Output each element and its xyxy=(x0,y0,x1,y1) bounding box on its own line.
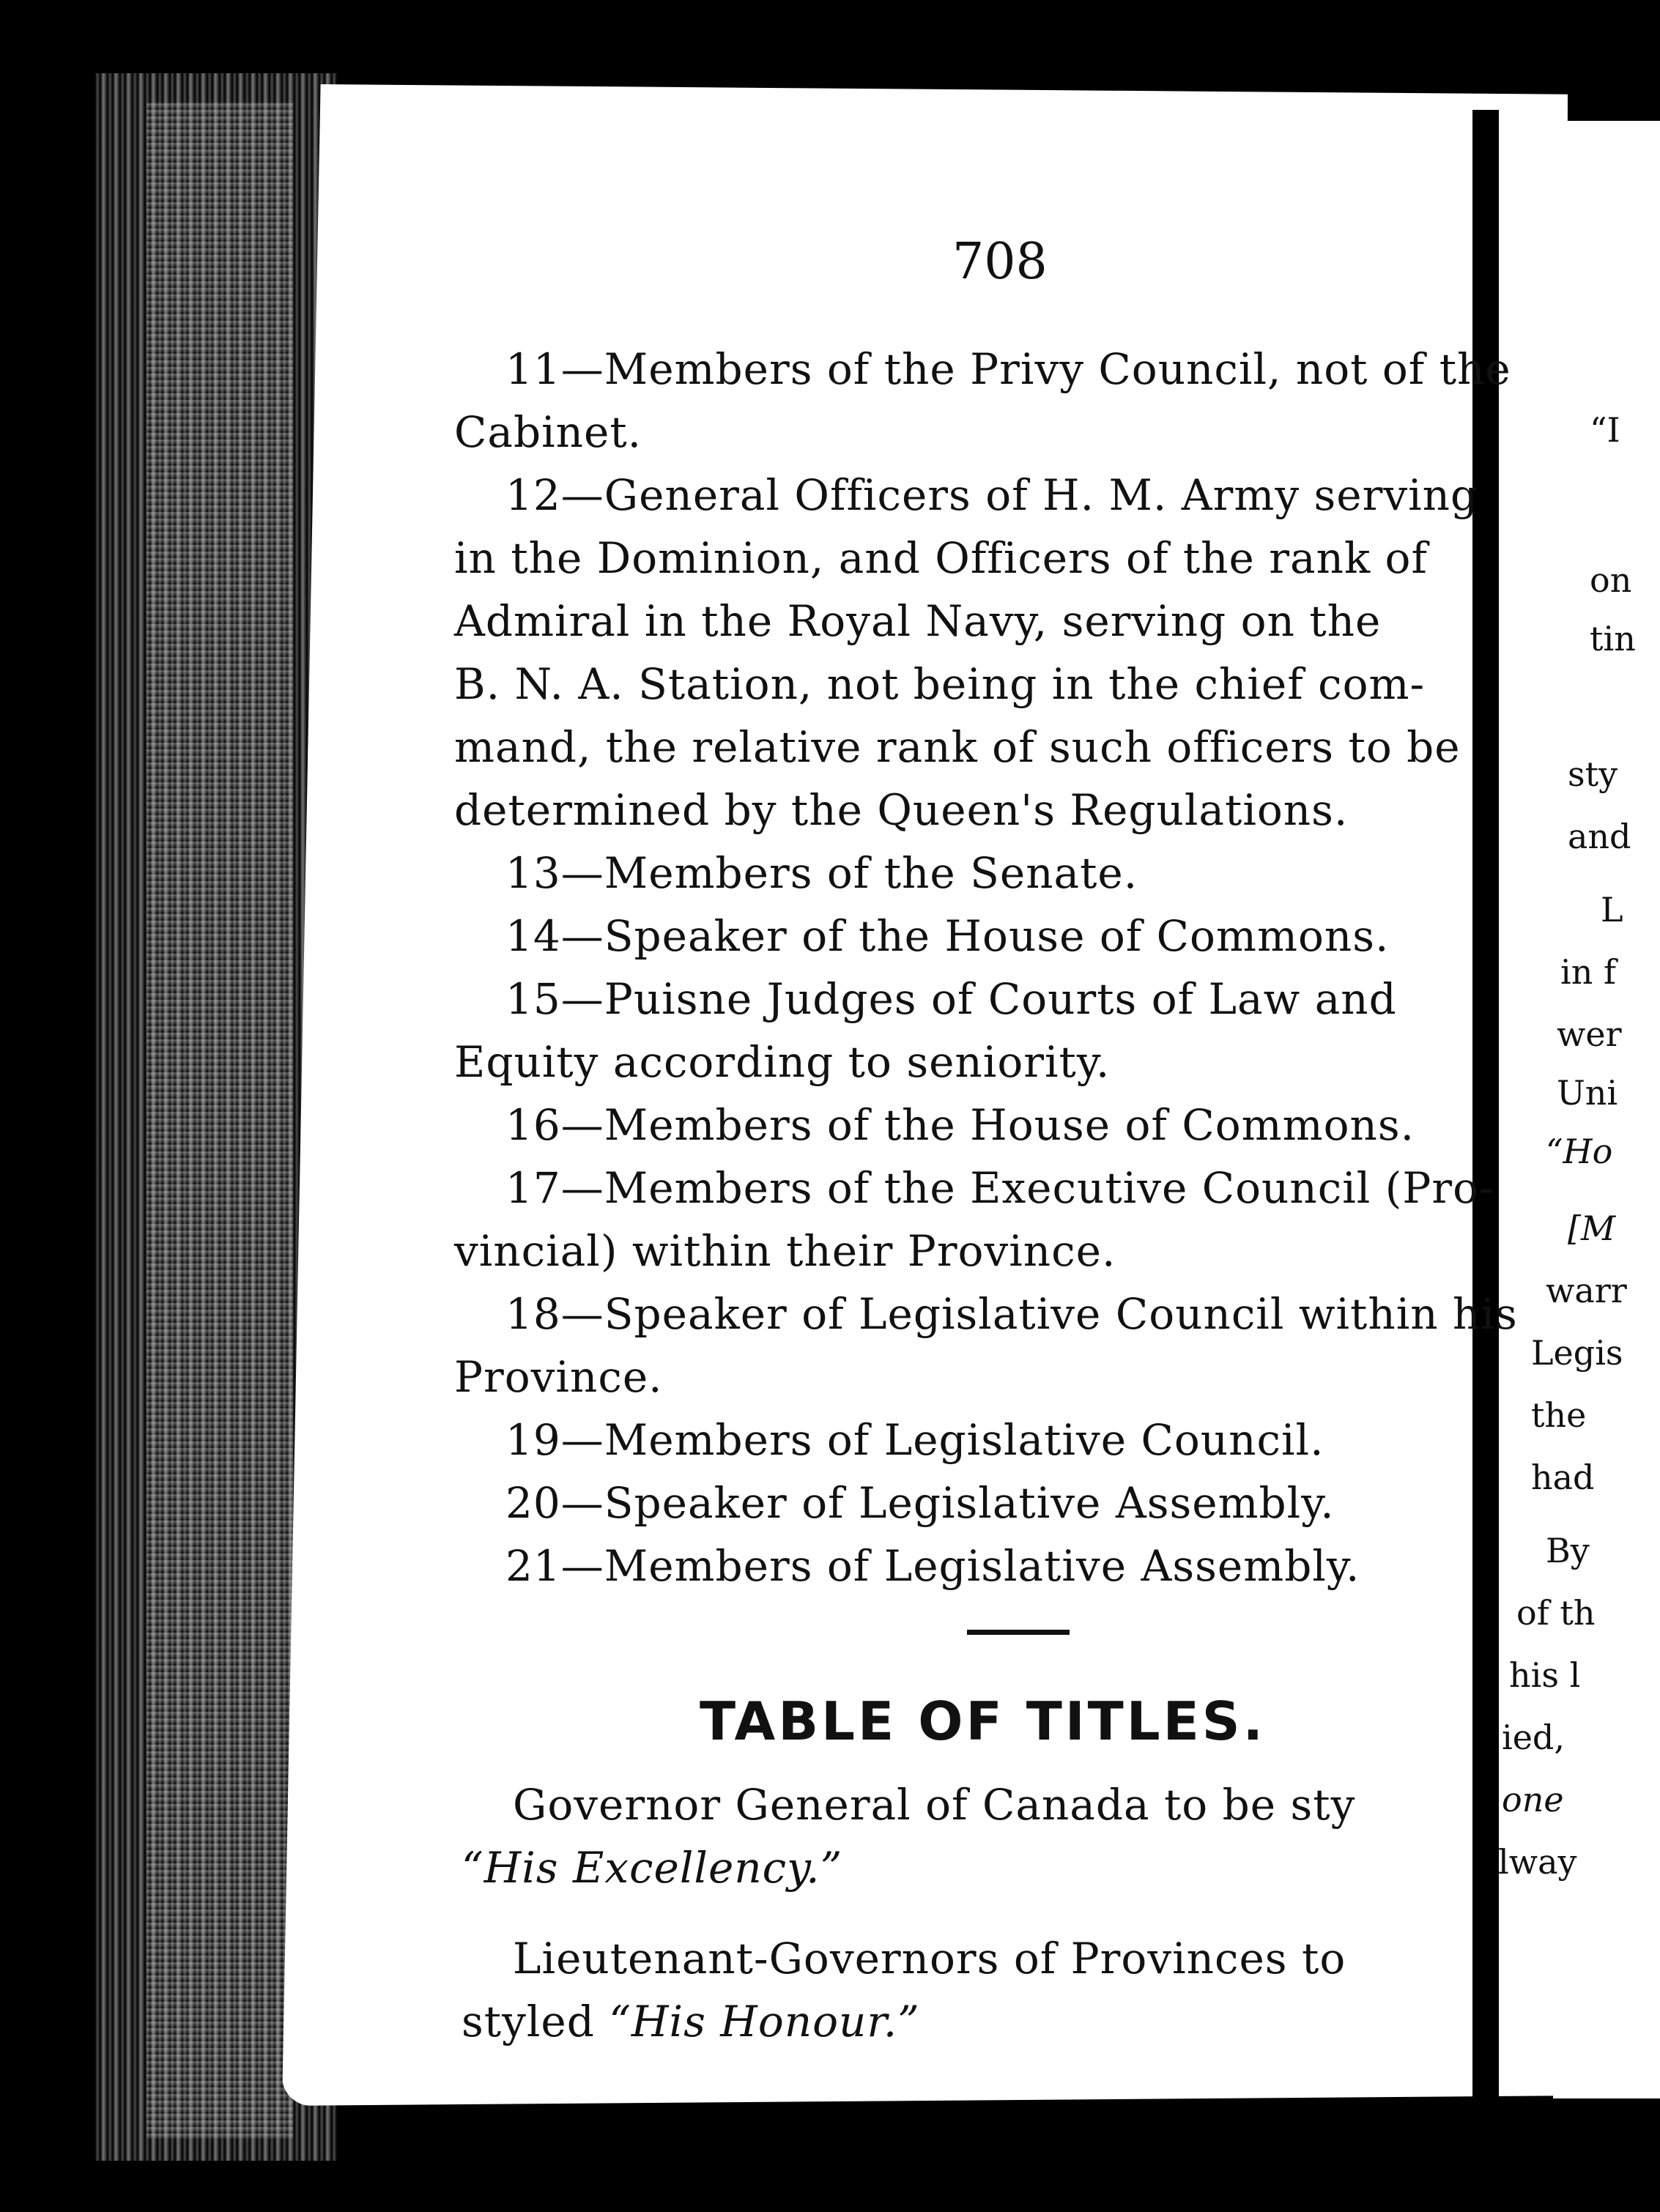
right-page-fragment: “Ho xyxy=(1546,1132,1613,1171)
titles-text: styled xyxy=(462,1997,609,2046)
right-page-fragment: [M xyxy=(1568,1209,1616,1248)
list-line: mand, the relative rank of such officers to be xyxy=(454,722,1461,772)
list-line: 13—Members of the Senate. xyxy=(505,848,1138,898)
list-line: 16—Members of the House of Commons. xyxy=(505,1100,1415,1150)
right-page-fragment: the xyxy=(1531,1395,1587,1435)
list-line: 18—Speaker of Legislative Council within his xyxy=(505,1289,1518,1339)
right-page-fragment: sty xyxy=(1568,754,1618,794)
titles-line xyxy=(462,1997,920,2046)
list-line: Cabinet. xyxy=(454,407,642,457)
right-page-fragment: wer xyxy=(1557,1014,1622,1054)
right-page-fragment: and xyxy=(1568,817,1631,856)
titles-line: “His Excellency.” xyxy=(462,1843,843,1893)
right-page-fragment: his l xyxy=(1509,1655,1581,1695)
right-page-fragment: had xyxy=(1531,1458,1595,1497)
list-line: 15—Puisne Judges of Courts of Law and xyxy=(505,974,1397,1024)
list-line: 19—Members of Legislative Council. xyxy=(505,1415,1324,1465)
list-line: 17—Members of the Executive Council (Pro- xyxy=(505,1163,1494,1213)
section-divider xyxy=(967,1630,1070,1635)
list-line: determined by the Queen's Regulations. xyxy=(454,785,1349,835)
list-line: Province. xyxy=(454,1352,663,1402)
right-page-fragment: tin xyxy=(1590,619,1636,658)
list-line: Equity according to seniority. xyxy=(454,1037,1111,1087)
page-number: 708 xyxy=(952,233,1048,291)
list-line: 14—Speaker of the House of Commons. xyxy=(505,911,1390,961)
list-line: 20—Speaker of Legislative Assembly. xyxy=(505,1478,1335,1528)
right-page-fragment: of th xyxy=(1516,1593,1596,1633)
section-heading: TABLE OF TITLES. xyxy=(700,1690,1266,1752)
titles-line: Governor General of Canada to be sty xyxy=(513,1780,1356,1830)
right-page-fragment: Uni xyxy=(1557,1073,1618,1113)
right-page-fragment: Legis xyxy=(1531,1333,1623,1373)
right-page-fragment: lway xyxy=(1498,1842,1577,1882)
right-page-fragment: ied, xyxy=(1502,1718,1565,1757)
titles-text-italic: “His Honour.” xyxy=(609,1997,920,2046)
list-line: Admiral in the Royal Navy, serving on the xyxy=(454,596,1382,646)
list-line: 11—Members of the Privy Council, not of the xyxy=(505,344,1511,394)
titles-line: Lieutenant-Governors of Provinces to xyxy=(513,1934,1346,1983)
page-gutter xyxy=(1472,110,1499,2117)
list-line: in the Dominion, and Officers of the rank of xyxy=(454,533,1428,583)
list-line: 21—Members of Legislative Assembly. xyxy=(505,1541,1360,1591)
right-page-fragment: on xyxy=(1590,560,1632,600)
right-page-fragment: in f xyxy=(1560,952,1616,992)
right-page-fragment: warr xyxy=(1546,1271,1627,1310)
right-page-fragment: L xyxy=(1601,890,1623,929)
right-page-fragment: “I xyxy=(1590,410,1620,450)
list-line: vincial) within their Province. xyxy=(454,1226,1116,1276)
list-line: 12—General Officers of H. M. Army serving xyxy=(505,470,1479,520)
right-page-fragment: By xyxy=(1546,1531,1590,1570)
book-binding-texture xyxy=(147,103,293,2139)
right-page-fragment: one xyxy=(1502,1780,1564,1819)
list-line: B. N. A. Station, not being in the chief com- xyxy=(454,659,1426,709)
